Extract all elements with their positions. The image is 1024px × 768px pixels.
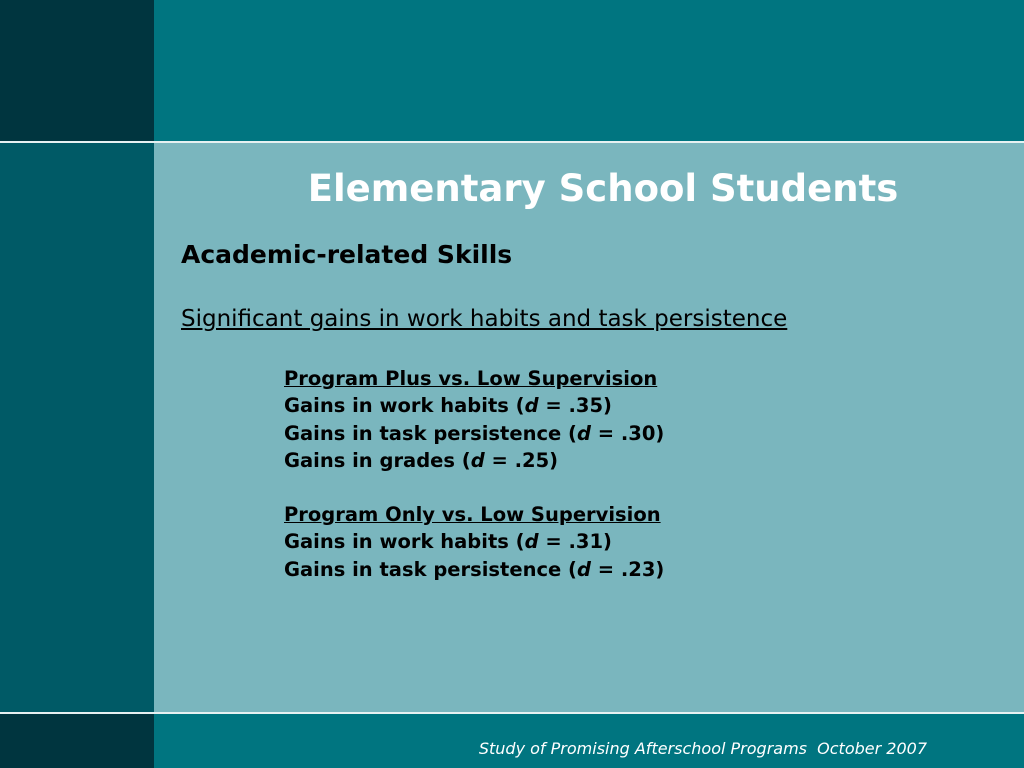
effect-size-value: = .30) xyxy=(590,421,665,445)
group-heading: Program Plus vs. Low Supervision xyxy=(284,367,658,390)
comparison-group-program-plus xyxy=(284,365,664,474)
slide-title-text: Elementary School Students xyxy=(307,167,899,210)
effect-size-symbol: d xyxy=(470,448,485,472)
effect-size-value: = .35) xyxy=(538,394,612,418)
section-heading: Academic-related Skills xyxy=(181,240,513,269)
footer-text: Study of Promising Afterschool Programs October 2007 xyxy=(478,739,927,758)
comparison-group-program-only xyxy=(284,501,664,583)
result-label: Gains in task persistence ( xyxy=(284,557,577,581)
section-subheading: Significant gains in work habits and task persistence xyxy=(181,306,788,332)
result-row xyxy=(284,528,664,555)
effect-size-value: = .23) xyxy=(590,557,665,581)
result-row xyxy=(284,447,664,474)
result-row xyxy=(284,556,664,583)
left-stripe xyxy=(0,143,154,712)
result-label: Gains in task persistence ( xyxy=(284,421,577,445)
effect-size-symbol: d xyxy=(524,394,539,418)
bottom-left-block xyxy=(0,714,154,768)
result-label: Gains in work habits ( xyxy=(284,394,525,418)
result-label: Gains in grades ( xyxy=(284,448,471,472)
result-row xyxy=(284,420,664,447)
group-heading: Program Only vs. Low Supervision xyxy=(284,503,661,526)
slide-title xyxy=(154,166,1024,212)
result-row xyxy=(284,392,664,419)
effect-size-value: = .31) xyxy=(538,530,612,554)
effect-size-symbol: d xyxy=(524,530,539,554)
result-label: Gains in work habits ( xyxy=(284,530,525,554)
effect-size-symbol: d xyxy=(576,421,591,445)
effect-size-value: = .25) xyxy=(484,448,559,472)
effect-size-symbol: d xyxy=(576,557,591,581)
top-left-block xyxy=(0,0,154,141)
